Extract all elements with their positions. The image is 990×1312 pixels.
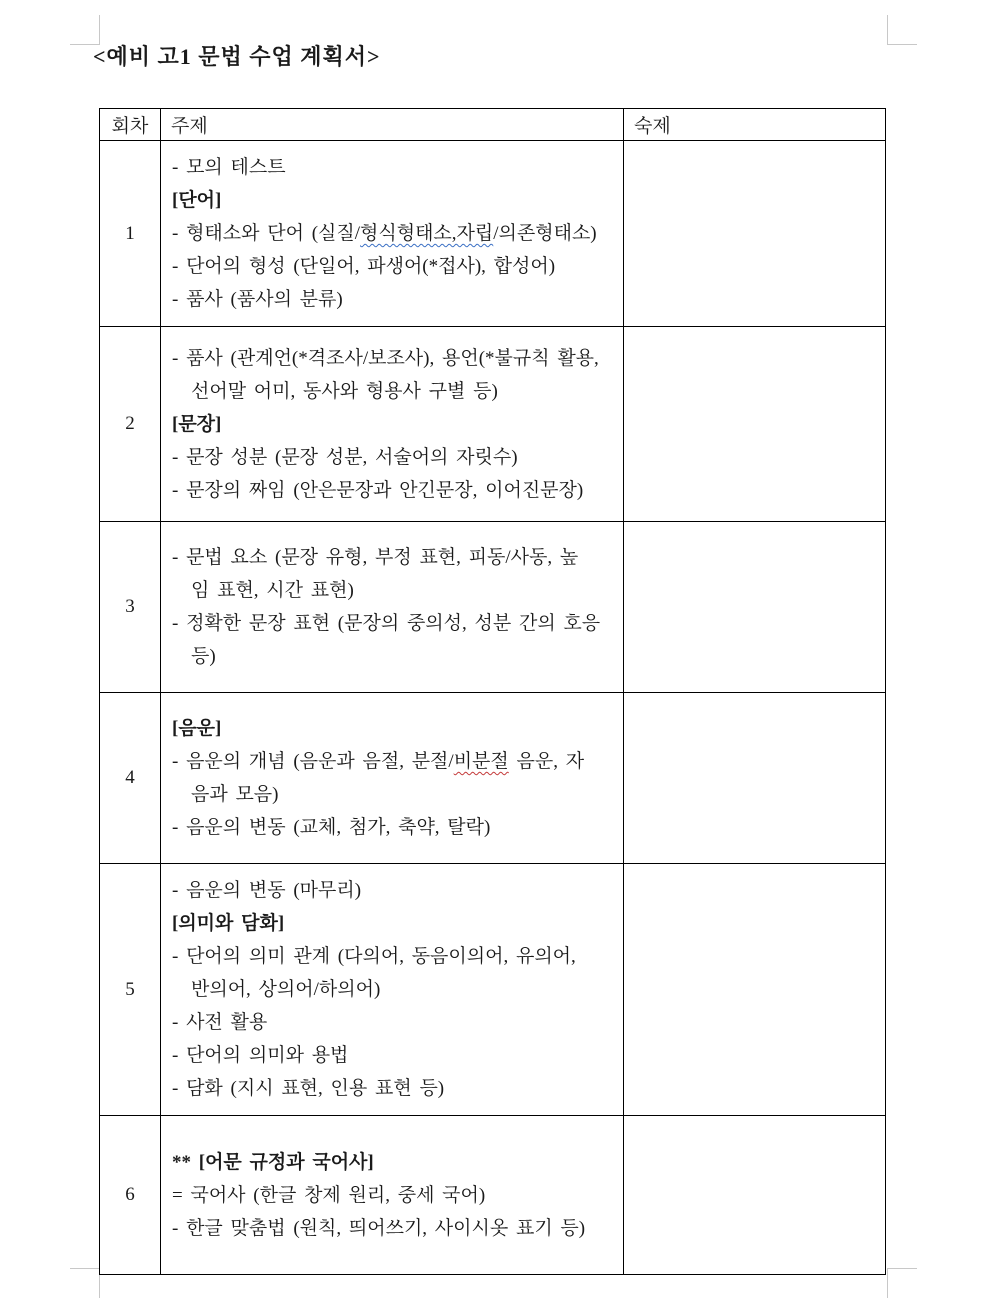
- topic-cell: [161, 327, 624, 522]
- topic-line: [172, 283, 617, 316]
- session-number-cell: 5: [100, 864, 161, 1116]
- topic-text-segment: - 단어의 형성 (단일어, 파생어(*접사), 합성어): [172, 256, 556, 277]
- document-title: <예비 고1 문법 수업 계획서>: [93, 44, 381, 69]
- topic-cell: [161, 864, 624, 1116]
- spellcheck-blue-squiggle-text: 형식형태소,자립: [360, 223, 494, 244]
- table-row: [100, 327, 886, 522]
- lesson-table-body: [100, 141, 886, 1275]
- session-number-cell: 2: [100, 327, 161, 522]
- topic-text-segment: 음과 모음): [191, 784, 279, 805]
- table-row: [100, 141, 886, 327]
- topic-line: [172, 441, 617, 474]
- session-number-cell: 4: [100, 693, 161, 864]
- topic-line: [172, 1072, 617, 1105]
- text-boundary-mark-bottom-left: [70, 1268, 100, 1298]
- topic-text-segment: /의존형태소): [493, 223, 597, 244]
- header-row: [100, 109, 886, 141]
- topic-text-segment: 임 표현, 시간 표현): [191, 580, 354, 601]
- topic-line: [172, 1039, 617, 1072]
- topic-line: [172, 1146, 617, 1179]
- topic-line: [172, 712, 617, 745]
- topic-line: [172, 151, 617, 184]
- column-header-session: 회차: [100, 109, 161, 141]
- topic-text-segment: - 문장의 짜임 (안은문장과 안긴문장, 이어진문장): [172, 479, 584, 501]
- homework-cell: [624, 327, 886, 522]
- topic-cell: [161, 693, 624, 864]
- topic-line: [172, 973, 617, 1006]
- session-number-cell: 3: [100, 522, 161, 693]
- topic-text-segment: - 문장 성분 (문장 성분, 서술어의 자릿수): [172, 446, 518, 468]
- table-row: [100, 693, 886, 864]
- topic-text-segment: - 사전 활용: [172, 1012, 268, 1033]
- topic-line: [172, 778, 617, 811]
- topic-line: [172, 874, 617, 907]
- topic-line: [172, 640, 617, 673]
- topic-text-segment: 반의어, 상의어/하의어): [191, 979, 381, 1000]
- topic-text-segment: - 음운의 변동 (교체, 첨가, 축약, 탈락): [172, 817, 491, 838]
- topic-line: [172, 607, 617, 640]
- topic-line: [172, 474, 617, 507]
- topic-line: [172, 940, 617, 973]
- column-header-topic: 주제: [161, 109, 624, 141]
- session-number-cell: 1: [100, 141, 161, 327]
- topic-text-segment: 선어말 어미, 동사와 형용사 구별 등): [191, 380, 498, 402]
- topic-cell: [161, 1116, 624, 1275]
- homework-cell: [624, 141, 886, 327]
- topic-text-segment: [단어]: [172, 190, 222, 211]
- column-header-homework: 숙제: [624, 109, 886, 141]
- topic-text-segment: = 국어사 (한글 창제 원리, 중세 국어): [172, 1184, 486, 1206]
- topic-text-segment: - 문법 요소 (문장 유형, 부정 표현, 피동/사동, 높: [172, 547, 579, 568]
- homework-cell: [624, 1116, 886, 1275]
- spellcheck-red-squiggle-text: 비분절: [453, 751, 509, 772]
- topic-text-segment: - 품사 (관계언(*격조사/보조사), 용언(*불규칙 활용,: [172, 347, 599, 369]
- homework-cell: [624, 864, 886, 1116]
- topic-line: [172, 811, 617, 844]
- table-row: [100, 522, 886, 693]
- lesson-plan-table: [99, 108, 886, 1275]
- topic-text-segment: - 형태소와 단어 (실질/: [172, 223, 361, 244]
- topic-line: [172, 907, 617, 940]
- text-boundary-mark-bottom-right: [887, 1268, 917, 1298]
- topic-line: [172, 1212, 617, 1245]
- topic-text-segment: - 음운의 변동 (마무리): [172, 880, 362, 901]
- topic-text-segment: - 정확한 문장 표현 (문장의 중의성, 성분 간의 호응: [172, 613, 601, 634]
- topic-line: [172, 408, 617, 441]
- topic-line: [172, 217, 617, 250]
- topic-line: [172, 184, 617, 217]
- topic-cell: [161, 522, 624, 693]
- topic-text-segment: - 담화 (지시 표현, 인용 표현 등): [172, 1078, 445, 1099]
- topic-line: [172, 1179, 617, 1212]
- topic-text-segment: - 단어의 의미 관계 (다의어, 동음이의어, 유의어,: [172, 946, 576, 967]
- topic-text-segment: 음운, 자: [508, 751, 585, 772]
- session-number-cell: 6: [100, 1116, 161, 1275]
- table-row: [100, 864, 886, 1116]
- topic-text-segment: - 품사 (품사의 분류): [172, 289, 343, 310]
- topic-text-segment: [음운]: [172, 718, 222, 739]
- text-boundary-mark-top-right: [887, 15, 917, 45]
- topic-line: [172, 375, 617, 408]
- topic-line: [172, 574, 617, 607]
- homework-cell: [624, 693, 886, 864]
- topic-text-segment: [문장]: [172, 413, 222, 435]
- topic-line: [172, 541, 617, 574]
- topic-text-segment: [의미와 담화]: [172, 913, 285, 934]
- topic-text-segment: ** [어문 규정과 국어사]: [172, 1151, 374, 1173]
- topic-line: [172, 745, 617, 778]
- topic-text-segment: 등): [191, 646, 216, 667]
- topic-cell: [161, 141, 624, 327]
- topic-line: [172, 250, 617, 283]
- table-row: [100, 1116, 886, 1275]
- homework-cell: [624, 522, 886, 693]
- topic-text-segment: - 한글 맞춤법 (원칙, 띄어쓰기, 사이시옷 표기 등): [172, 1217, 586, 1239]
- topic-text-segment: - 모의 테스트: [172, 157, 286, 178]
- topic-line: [172, 1006, 617, 1039]
- topic-text-segment: - 음운의 개념 (음운과 음절, 분절/: [172, 751, 454, 772]
- topic-text-segment: - 단어의 의미와 용법: [172, 1045, 349, 1066]
- topic-line: [172, 342, 617, 375]
